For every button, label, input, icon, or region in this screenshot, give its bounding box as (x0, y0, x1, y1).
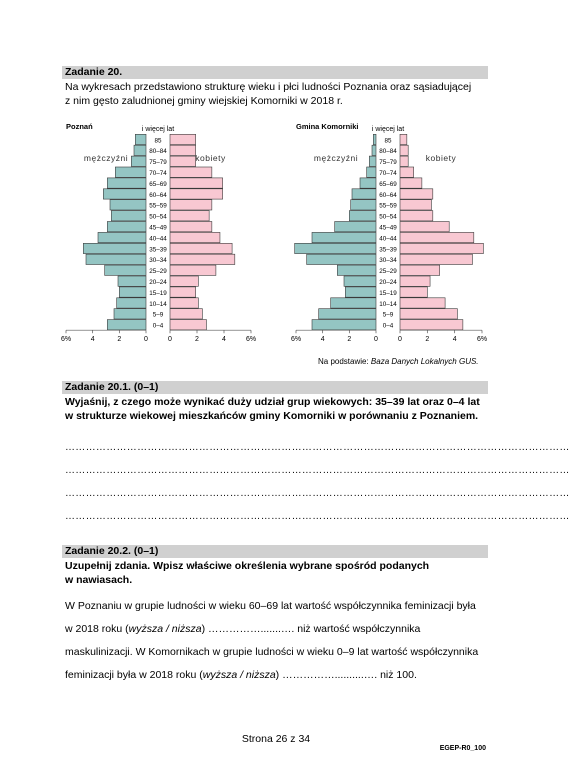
q1-header: Zadanie 20.1. (0–1) (62, 381, 488, 394)
age-group-label: 85 (154, 137, 162, 145)
age-group-label: 45–49 (149, 224, 167, 232)
women-label: kobiety (195, 153, 226, 163)
men-label: mężczyźni (83, 153, 129, 163)
female-bar (170, 243, 232, 253)
female-bar (170, 211, 209, 221)
age-group-label: 15–19 (149, 289, 167, 297)
male-bar (105, 265, 146, 275)
female-bar (400, 309, 457, 319)
female-bar (400, 211, 433, 221)
q1-line1: Wyjaśnij, z czego może wynikać duży udział grup wiekowych: 35–39 lat oraz 0–4 lat (65, 396, 480, 408)
q2-para-line4 (65, 668, 417, 682)
male-bar (119, 287, 146, 297)
x-tick-label: 2 (195, 336, 199, 344)
source-name: Baza Danych Lokalnych GUS. (370, 357, 479, 366)
male-bar (115, 167, 146, 177)
female-bar (170, 178, 223, 188)
age-group-label: 10–14 (149, 300, 167, 308)
x-tick-label: 0 (168, 336, 172, 344)
male-bar (345, 287, 376, 297)
answer-line-2[interactable]: ………………………………………………………………………………………………………………………………… (65, 465, 570, 476)
x-tick-label: 2 (425, 336, 430, 344)
male-bar (335, 222, 376, 232)
female-bar (170, 200, 212, 210)
female-bar (400, 232, 474, 242)
q1-line2: w strukturze wiekowej mieszkańców gminy Komorniki w porównaniu z Poznaniem. (65, 410, 479, 422)
female-bar (170, 320, 206, 330)
age-group-label: 65–69 (149, 180, 167, 188)
age-group-label: 55–59 (149, 202, 167, 210)
q2-para-line3: maskulinizacji. W Komornikach w grupie ludności w wieku 0–9 lat wartość współczynnika (65, 646, 479, 658)
age-group-label: 40–44 (379, 235, 397, 243)
female-bar (400, 200, 431, 210)
male-bar (134, 145, 146, 155)
q2-para-line2 (65, 622, 420, 636)
age-group-label: 35–39 (149, 246, 167, 254)
male-bar (114, 309, 146, 319)
task-header: Zadanie 20. (62, 66, 488, 79)
men-label: mężczyźni (313, 153, 359, 163)
age-group-label: 55–59 (379, 202, 397, 210)
q2-inst1: Uzupełnij zdania. Wpisz właściwe określenia wybrane spośród podanych (65, 560, 430, 572)
source-prefix: Na podstawie: (318, 357, 371, 366)
age-group-label: 0–4 (152, 322, 164, 330)
female-bar (400, 287, 427, 297)
female-bar (170, 298, 198, 308)
exam-code: EGEP-R0_100 (439, 745, 486, 752)
age-group-label: 60–64 (379, 191, 397, 199)
q2-text: w 2018 roku ( (65, 623, 129, 635)
q2-para-line1: W Poznaniu w grupie ludności w wieku 60–69 lat wartość współczynnika feminizacji była (65, 600, 476, 612)
male-bar (319, 309, 376, 319)
age-group-label: 30–34 (379, 257, 397, 265)
male-bar (83, 243, 146, 253)
answer-line-3[interactable]: ………………………………………………………………………………………………………………………………… (65, 488, 570, 499)
male-bar (103, 189, 146, 199)
chart-title: Gmina Komorniki (296, 122, 359, 131)
q2-option: wyższa / niższa (202, 669, 276, 681)
age-group-label: 0–4 (382, 322, 394, 330)
age-group-label: 40–44 (149, 235, 167, 243)
age-group-label: 50–54 (379, 213, 397, 221)
q2-text: feminizacji była w 2018 roku ( (65, 669, 203, 681)
x-tick-label: 0 (398, 336, 402, 344)
q2-blank-1[interactable]: ) …………….......…. niż wartość współczynnika (201, 623, 421, 635)
male-bar (369, 156, 376, 166)
x-tick-label: 6% (245, 336, 257, 344)
age-group-label: 75–79 (149, 159, 167, 167)
age-group-label: 5–9 (152, 311, 164, 319)
age-group-label: 70–74 (149, 170, 167, 177)
female-bar (170, 167, 212, 177)
age-group-label: 85 (384, 137, 392, 145)
female-bar (170, 254, 235, 264)
female-bar (170, 189, 223, 199)
task-intro-line1: Na wykresach przedstawiono strukturę wieku i płci ludności Poznania oraz sąsiadującej (65, 81, 472, 93)
age-group-label: 25–29 (379, 268, 397, 276)
pyramid-poznan (61, 122, 256, 343)
age-group-label: 35–39 (379, 246, 397, 254)
x-tick-label: 6% (290, 336, 302, 344)
male-bar (373, 134, 376, 144)
age-group-label: 20–24 (149, 279, 167, 286)
pyramid-komorniki (291, 122, 487, 343)
page-number: Strona 26 z 34 (241, 733, 311, 745)
age-group-label: 25–29 (149, 268, 167, 276)
female-bar (400, 178, 422, 188)
female-bar (400, 298, 445, 308)
x-tick-label: 6% (476, 336, 488, 344)
age-group-label: 80–84 (379, 148, 397, 156)
male-bar (337, 265, 376, 275)
male-bar (107, 222, 146, 232)
women-label: kobiety (425, 153, 457, 163)
male-bar (312, 320, 376, 330)
age-group-label: 10–14 (379, 300, 397, 308)
female-bar (170, 309, 202, 319)
age-top-note: i więcej lat (371, 126, 405, 133)
male-bar (111, 211, 146, 221)
female-bar (170, 287, 196, 297)
age-group-label: 20–24 (379, 279, 397, 286)
male-bar (98, 232, 146, 242)
male-bar (86, 254, 146, 264)
q2-option: wyższa / niższa (128, 623, 202, 635)
age-group-label: 70–74 (379, 170, 397, 177)
age-group-label: 75–79 (379, 159, 397, 167)
female-bar (170, 222, 212, 232)
x-tick-label: 2 (347, 336, 352, 344)
x-tick-label: 6% (60, 336, 72, 344)
q2-blank-2[interactable]: ) ……………..........…. niż 100. (275, 669, 417, 681)
age-group-label: 50–54 (149, 213, 167, 221)
task-intro-line2: z nim gęsto zaludnionej gminy wiejskiej Komorniki w 2018 r. (65, 95, 343, 107)
age-group-label: 45–49 (379, 224, 397, 232)
male-bar (107, 320, 146, 330)
age-top-note: i więcej lat (141, 126, 175, 133)
x-tick-label: 2 (117, 336, 122, 344)
male-bar (110, 200, 146, 210)
male-bar (118, 276, 146, 286)
female-bar (400, 134, 407, 144)
male-bar (331, 298, 376, 308)
female-bar (400, 243, 483, 253)
male-bar (360, 178, 376, 188)
male-bar (307, 254, 376, 264)
male-bar (131, 156, 146, 166)
female-bar (170, 156, 196, 166)
male-bar (351, 200, 376, 210)
x-tick-label: 4 (452, 336, 457, 344)
x-tick-label: 4 (222, 336, 226, 344)
female-bar (170, 265, 216, 275)
chart-source (318, 357, 479, 366)
male-bar (312, 232, 376, 242)
female-bar (170, 232, 220, 242)
age-group-label: 80–84 (149, 148, 167, 156)
male-bar (107, 178, 146, 188)
female-bar (400, 167, 414, 177)
female-bar (400, 222, 449, 232)
female-bar (400, 320, 463, 330)
male-bar (367, 167, 376, 177)
male-bar (344, 276, 376, 286)
male-bar (135, 134, 146, 144)
male-bar (372, 145, 376, 155)
x-tick-label: 4 (90, 336, 95, 344)
x-tick-label: 0 (144, 336, 148, 344)
female-bar (170, 276, 198, 286)
population-pyramids (0, 0, 552, 360)
q2-header: Zadanie 20.2. (0–1) (62, 545, 488, 558)
age-group-label: 60–64 (149, 191, 167, 199)
age-group-label: 5–9 (382, 311, 394, 319)
q2-inst2: w nawiasach. (65, 574, 133, 586)
x-tick-label: 0 (374, 336, 378, 344)
age-group-label: 65–69 (379, 180, 397, 188)
female-bar (170, 134, 196, 144)
chart-title: Poznań (66, 122, 93, 131)
x-tick-label: 4 (320, 336, 325, 344)
female-bar (400, 276, 430, 286)
female-bar (400, 254, 472, 264)
answer-line-1[interactable]: ………………………………………………………………………………………………………………………………… (65, 442, 570, 453)
male-bar (352, 189, 376, 199)
age-group-label: 15–19 (379, 289, 397, 297)
male-bar (349, 211, 376, 221)
female-bar (400, 265, 440, 275)
male-bar (117, 298, 146, 308)
answer-line-4[interactable]: ………………………………………………………………………………………………………………………………… (65, 511, 570, 522)
female-bar (400, 156, 408, 166)
female-bar (400, 189, 433, 199)
male-bar (295, 243, 376, 253)
age-group-label: 30–34 (149, 257, 167, 265)
female-bar (170, 145, 196, 155)
female-bar (400, 145, 408, 155)
